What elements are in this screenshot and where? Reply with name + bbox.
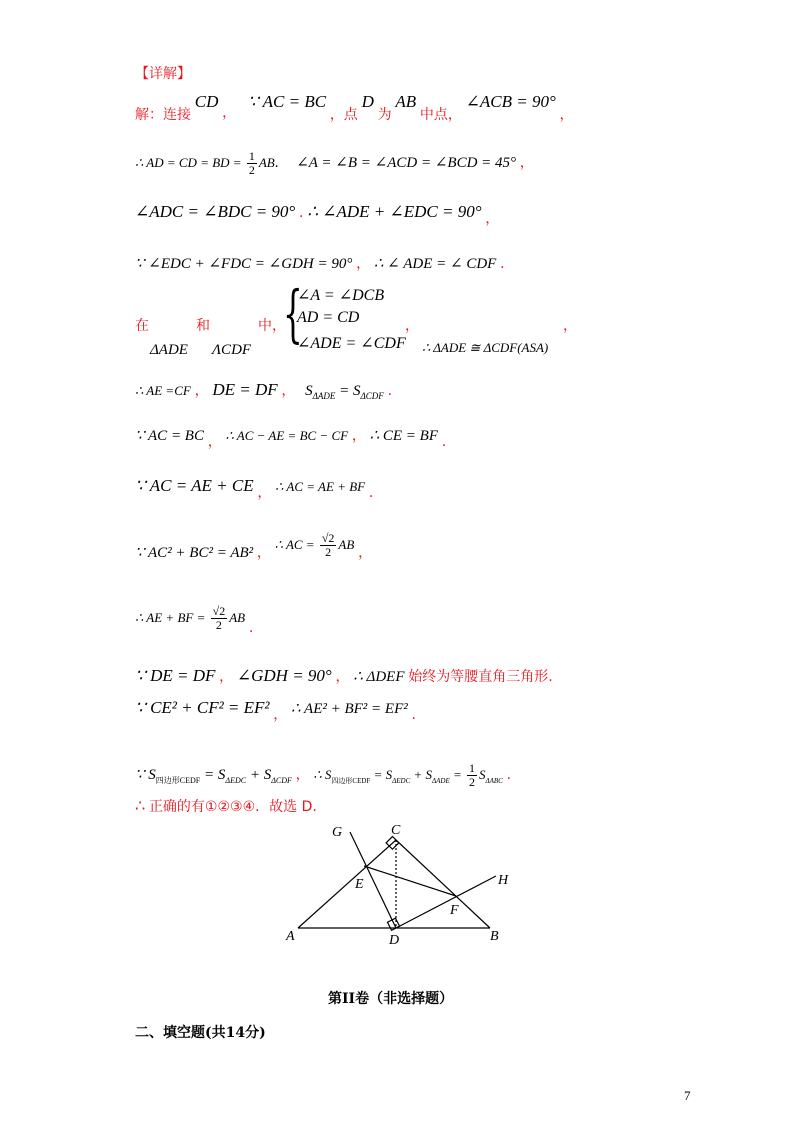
l2-a: ∴ AD = CD = BD = xyxy=(135,154,245,170)
l3-a: ∠ADC = ∠BDC = 90° xyxy=(135,202,296,221)
l7-c: ∴ CE = BF xyxy=(369,428,438,444)
l6-eq: = S xyxy=(335,383,361,399)
l12-dot: . xyxy=(411,707,416,723)
l1-prefix: 解：连接 xyxy=(135,107,191,123)
l12-a: ∵ CE² + CF² = EF² xyxy=(135,698,270,717)
l1-because: ∵ AC = BC xyxy=(247,92,327,111)
l6-dot: . xyxy=(387,383,393,399)
l2-dot: . xyxy=(274,154,279,171)
l13-f: + S xyxy=(410,766,433,782)
line-11 xyxy=(135,666,553,687)
l7-dot: . xyxy=(441,434,447,450)
l1-wei: 为 xyxy=(377,107,392,123)
line-3 xyxy=(135,202,500,227)
l5-comma: ， xyxy=(405,318,419,334)
page-number: 7 xyxy=(684,1088,691,1103)
line-7 xyxy=(135,426,447,450)
l13-h: S xyxy=(479,766,486,782)
line-9 xyxy=(135,531,373,567)
l1-d: D xyxy=(361,92,374,111)
l9-c: AB xyxy=(338,536,355,552)
line-13 xyxy=(135,762,511,791)
l13-f-sub: ΔADE xyxy=(432,776,450,785)
l14-b: 正确的有①②③④．故选 D. xyxy=(148,799,317,815)
l5-end: ， xyxy=(563,318,577,334)
l1-ab: AB xyxy=(395,92,417,111)
l13-d: ∴ S xyxy=(313,766,332,782)
l13-c-sub: ΔCDF xyxy=(271,775,292,785)
l1-comma1: ， xyxy=(222,105,237,121)
l11-c: ∴ ΔDEF xyxy=(353,669,405,685)
l1-comma2: ，点 xyxy=(329,107,358,123)
system-row-1: ∠A = ∠DCB xyxy=(297,287,385,304)
l2-b: AB xyxy=(258,154,275,170)
l6-c-sub: ΔADE xyxy=(312,391,336,401)
l13-dot: . xyxy=(506,766,512,783)
l9-end: ， xyxy=(358,544,373,561)
l3-dot: . xyxy=(298,205,304,221)
line-8 xyxy=(135,476,374,501)
l1-cd: CD xyxy=(194,92,219,111)
line-2 xyxy=(135,150,534,177)
answer-header: 【详解】 xyxy=(135,66,191,82)
l13-frac: $\frac{1}{2}$ xyxy=(469,761,476,789)
segment-AC xyxy=(298,840,396,928)
l9-c1: ， xyxy=(256,544,271,561)
l10-a: ∴ AE + BF = xyxy=(135,609,209,625)
segment-BC xyxy=(396,840,490,928)
l5-zai: 在 xyxy=(135,318,149,334)
l7-b: ∴ AC − AE = BC − CF xyxy=(225,428,349,443)
l5-conclusion: ∴ ΔADE ≅ ΔCDF(ASA) xyxy=(422,340,549,355)
line-12 xyxy=(135,698,416,723)
l3-end: ， xyxy=(485,211,500,227)
l13-g: = xyxy=(449,766,466,782)
l4-b: ∴ ∠ ADE = ∠ CDF xyxy=(373,256,497,272)
l6-c1: ， xyxy=(194,383,209,399)
l6-b: DE = DF xyxy=(212,380,278,399)
l11-c1: ， xyxy=(219,669,234,685)
l13-b: = S xyxy=(200,766,226,783)
line-4 xyxy=(135,254,505,274)
fill-in-section-title: 二、填空题(共14分) xyxy=(135,1025,266,1041)
l10-b: AB xyxy=(229,609,246,625)
l1-mid: 中点， xyxy=(419,107,462,123)
l13-e: = S xyxy=(370,766,393,782)
line-10 xyxy=(135,604,254,636)
line-14 xyxy=(135,796,317,817)
l9-a: ∵ AC² + BC² = AB² xyxy=(135,544,254,561)
l2-end: ， xyxy=(519,154,534,171)
l2-frac: $\frac{1}{2}$ xyxy=(248,149,255,177)
l13-c1: ， xyxy=(295,766,310,783)
segment-EF xyxy=(364,866,456,896)
label-H: H xyxy=(498,873,509,888)
l4-dot: . xyxy=(500,256,505,272)
l12-c1: ， xyxy=(273,707,288,723)
l8-a: ∵ AC = AE + CE xyxy=(135,476,254,495)
l6-d-sub: ΔCDF xyxy=(360,391,384,401)
l14-a: ∴ xyxy=(135,796,146,815)
line-6 xyxy=(135,380,392,406)
l5-zhong: 中， xyxy=(258,318,286,334)
l7-c2: ， xyxy=(351,428,366,444)
l2-c: ∠A = ∠B = ∠ACD = ∠BCD = 45° xyxy=(296,154,517,171)
l13-h-sub: ΔABC xyxy=(485,776,503,785)
l6-a: ∴ AE =CF xyxy=(135,383,191,398)
l9-frac: $\frac{√2}{2}$ xyxy=(321,531,335,559)
l9-b: ∴ AC = xyxy=(274,536,318,552)
l13-a-sub: 四边形CEDF xyxy=(155,775,201,785)
line-1 xyxy=(135,92,574,123)
l7-a: ∵ AC = BC xyxy=(135,428,204,444)
l8-b: ∴ AC = AE + BF xyxy=(275,479,366,494)
l4-comma: ， xyxy=(356,256,371,272)
l5-he: 和 xyxy=(196,318,210,334)
l13-e-sub: ΔEDC xyxy=(392,776,411,785)
system-brace: { xyxy=(283,277,303,350)
l13-c: + S xyxy=(246,766,272,783)
l10-frac: $\frac{√2}{2}$ xyxy=(212,604,226,632)
label-D: D xyxy=(389,933,400,948)
system-row-2: AD = CD xyxy=(297,309,360,326)
label-G: G xyxy=(332,825,343,840)
l11-b: ∠GDH = 90° xyxy=(236,666,332,685)
l4-a: ∵ ∠EDC + ∠FDC = ∠GDH = 90° xyxy=(135,256,353,272)
section-title: 第II卷（非选择题） xyxy=(328,991,454,1007)
l13-a: ∵ S xyxy=(135,766,156,783)
l3-b: ∴ ∠ADE + ∠EDC = 90° xyxy=(307,202,482,221)
congruence-system xyxy=(283,277,413,355)
l12-b: ∴ AE² + BF² = EF² xyxy=(291,701,408,717)
label-E: E xyxy=(355,877,364,892)
l1-angle: ∠ACB = 90° xyxy=(465,92,556,111)
l7-c1: ， xyxy=(207,434,222,450)
l13-d-sub: 四边形CEDF xyxy=(331,776,371,785)
l6-c: S xyxy=(305,383,313,399)
l6-c2: ， xyxy=(281,383,296,399)
l5-triangle-ade: ΔADE xyxy=(150,342,188,358)
label-C: C xyxy=(391,823,401,838)
label-B: B xyxy=(490,929,499,944)
l11-d: 始终为等腰直角三角形. xyxy=(408,669,553,685)
l13-b-sub: ΔEDC xyxy=(225,775,247,785)
system-row-3: ∠ADE = ∠CDF xyxy=(297,335,406,352)
l8-dot: . xyxy=(368,485,374,501)
geometry-figure xyxy=(280,818,520,948)
l8-c1: ， xyxy=(257,485,272,501)
label-F: F xyxy=(450,903,459,918)
l5-triangle-cdf: ΛCDF xyxy=(212,342,252,358)
l11-c2: ， xyxy=(335,669,350,685)
l11-a: ∵ DE = DF xyxy=(135,666,216,685)
l10-dot: . xyxy=(248,619,254,636)
label-A: A xyxy=(286,929,295,944)
l1-end: ， xyxy=(559,107,574,123)
